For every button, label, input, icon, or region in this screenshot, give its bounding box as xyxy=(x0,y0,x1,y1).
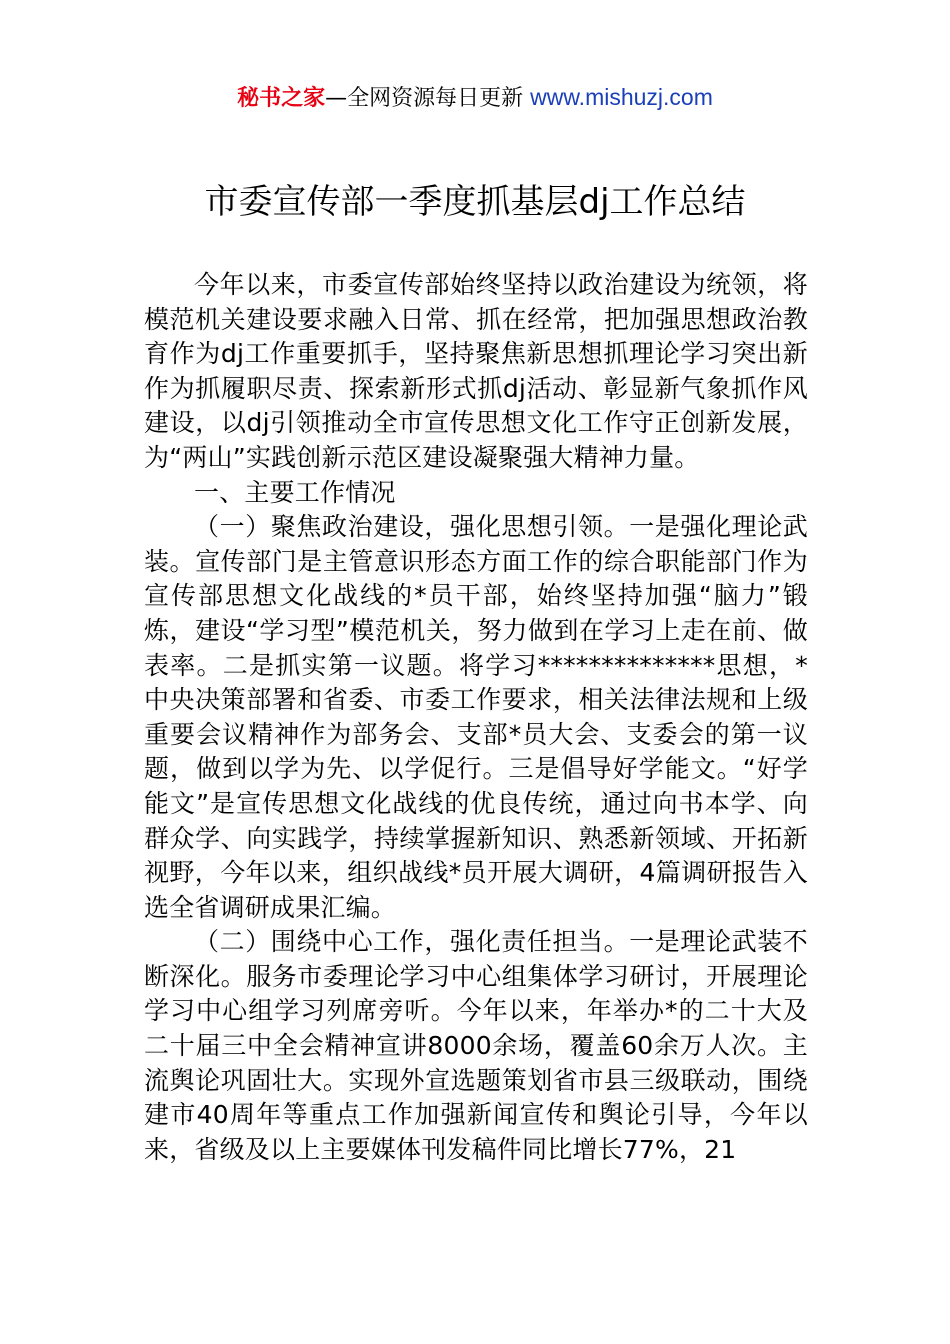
section-1-paragraph: （一）聚焦政治建设，强化思想引领。一是强化理论武装。宣传部门是主管意识形态方面工作的综合职能部门作为宣传部思想文化战线的*员干部，始终坚持加强“脑力”锻炼，建设“学习型”模范机关，努力做到在学习上走在前、做表率。二是抓实第一议题。将学习**************思想，*中央决策部署和省委、市委工作要求，相关法律法规和上级重要会议精神作为部务会、支部*员大会、支委会的第一议题，做到以学为先、以学促行。三是倡导好学能文。“好学能文”是宣传思想文化战线的优良传统，通过向书本学、向群众学、向实践学，持续掌握新知识、熟悉新领域、开拓新视野，今年以来，组织战线*员开展大调研，4篇调研报告入选全省调研成果汇编。 xyxy=(144,512,808,922)
section-2-paragraph: （二）围绕中心工作，强化责任担当。一是理论武装不断深化。服务市委理论学习中心组集体学习研讨，开展理论学习中心组学习列席旁听。今年以来，年举办*的二十大及二十届三中全会精神宣讲8000余场，覆盖60余万人次。主流舆论巩固壮大。实现外宣选题策划省市县三级联动，围绕建市40周年等重点工作加强新闻宣传和舆论引导，今年以来，省级及以上主要媒体刊发稿件同比增长77%，21 xyxy=(144,927,808,1164)
site-tagline: —全网资源每日更新 xyxy=(325,86,531,111)
section-heading: 一、主要工作情况 xyxy=(194,477,396,507)
document-title: 市委宣传部一季度抓基层dj工作总结 xyxy=(204,182,746,222)
document-body xyxy=(144,268,808,1167)
site-header xyxy=(0,82,950,114)
site-url-link[interactable]: www.mishuzj.com xyxy=(530,84,713,110)
site-brand: 秘书之家 xyxy=(237,86,326,111)
intro-paragraph: 今年以来，市委宣传部始终坚持以政治建设为统领，将模范机关建设要求融入日常、抓在经常，把加强思想政治教育作为dj工作重要抓手，坚持聚焦新思想抓理论学习突出新作为抓履职尽责、探索新形式抓dj活动、彰显新气象抓作风建设，以dj引领推动全市宣传思想文化工作守正创新发展，为“两山”实践创新示范区建设凝聚强大精神力量。 xyxy=(144,270,808,472)
